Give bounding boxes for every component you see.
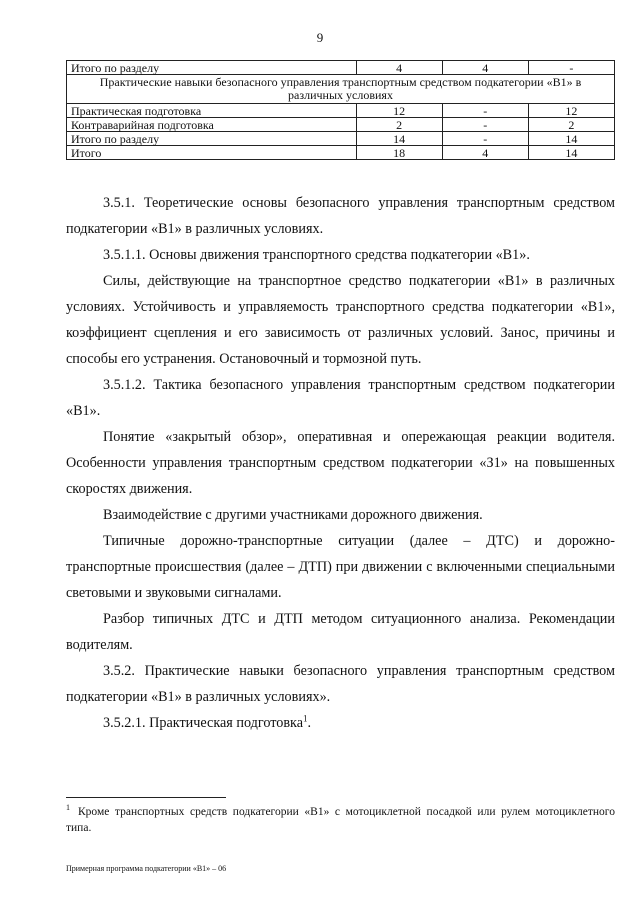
table-cell: Итого по разделу <box>67 61 357 75</box>
table-row <box>67 75 615 104</box>
table-cell: 14 <box>528 146 614 160</box>
table-row <box>67 104 615 118</box>
paragraph: Типичные дорожно-транспортные ситуации (далее – ДТС) и дорожно-транспортные происшествия (далее – ДТП) при движении с включенными специальными световыми и звуковыми сигналами. <box>66 533 615 601</box>
paragraph: 3.5.2. Практические навыки безопасного управления транспортным средством подкатегории «В1» в различных условиях». <box>66 663 615 705</box>
table-row <box>67 61 615 75</box>
paragraph: Силы, действующие на транспортное средство подкатегории «В1» в различных условиях. Устойчивость и управляемость транспортного средства подкатегории «В1», коэффициент сцепления и его зависимость от различных условий. Занос, причины и способы его устранения. Остановочный и тормозной путь. <box>66 273 615 367</box>
table-cell: Практическая подготовка <box>67 104 357 118</box>
paragraph: Разбор типичных ДТС и ДТП методом ситуационного анализа. Рекомендации водителям. <box>66 611 615 653</box>
footnote-divider <box>66 797 226 798</box>
paragraph: 3.5.1. Теоретические основы безопасного управления транспортным средством подкатегории «В1» в различных условиях. <box>66 195 615 237</box>
paragraph: Понятие «закрытый обзор», оперативная и опережающая реакции водителя. Особенности управления транспортным средством подкатегории «З1» на повышенных скоростях движения. <box>66 429 615 497</box>
hours-table <box>66 60 615 160</box>
table-cell: 4 <box>356 61 442 75</box>
table-row <box>67 118 615 132</box>
table-cell: 18 <box>356 146 442 160</box>
table-cell: 2 <box>528 118 614 132</box>
footnote <box>66 804 615 836</box>
table-cell: 2 <box>356 118 442 132</box>
table-cell: 14 <box>528 132 614 146</box>
table-cell: 12 <box>528 104 614 118</box>
table-cell: 12 <box>356 104 442 118</box>
paragraph: Взаимодействие с другими участниками дорожного движения. <box>103 507 483 523</box>
table-cell: Контраварийная подготовка <box>67 118 357 132</box>
table-row <box>67 132 615 146</box>
footnote-text: Кроме транспортных средств подкатегории «В1» с мотоциклетной посадкой или рулем мотоциклетного типа. <box>66 806 615 834</box>
paragraph: 3.5.1.2. Тактика безопасного управления транспортным средством подкатегории «В1». <box>66 377 615 419</box>
table-section-heading: Практические навыки безопасного управления транспортным средством подкатегории «В1» в различных условиях <box>67 75 615 104</box>
page-number: 9 <box>316 30 324 45</box>
table-cell: - <box>442 104 528 118</box>
table-cell: 4 <box>442 61 528 75</box>
table-cell: Итого <box>67 146 357 160</box>
table-cell: 4 <box>442 146 528 160</box>
footnote-reference: 1 <box>303 713 308 724</box>
footnote-mark: 1 <box>66 803 70 813</box>
table-row <box>67 146 615 160</box>
table-cell: - <box>442 118 528 132</box>
paragraph: 3.5.2.1. Практическая подготовка$^1$. <box>103 713 312 731</box>
table-cell: Итого по разделу <box>67 132 357 146</box>
table-cell: 14 <box>356 132 442 146</box>
paragraph-text: 3.5.2.1. Практическая подготовка <box>103 715 304 731</box>
paragraph: 3.5.1.1. Основы движения транспортного средства подкатегории «В1». <box>103 247 530 263</box>
body-text <box>66 190 615 736</box>
page-footer: Примерная программа подкатегории «В1» – 06 <box>66 864 227 873</box>
table-cell: - <box>528 61 614 75</box>
table-cell: - <box>442 132 528 146</box>
